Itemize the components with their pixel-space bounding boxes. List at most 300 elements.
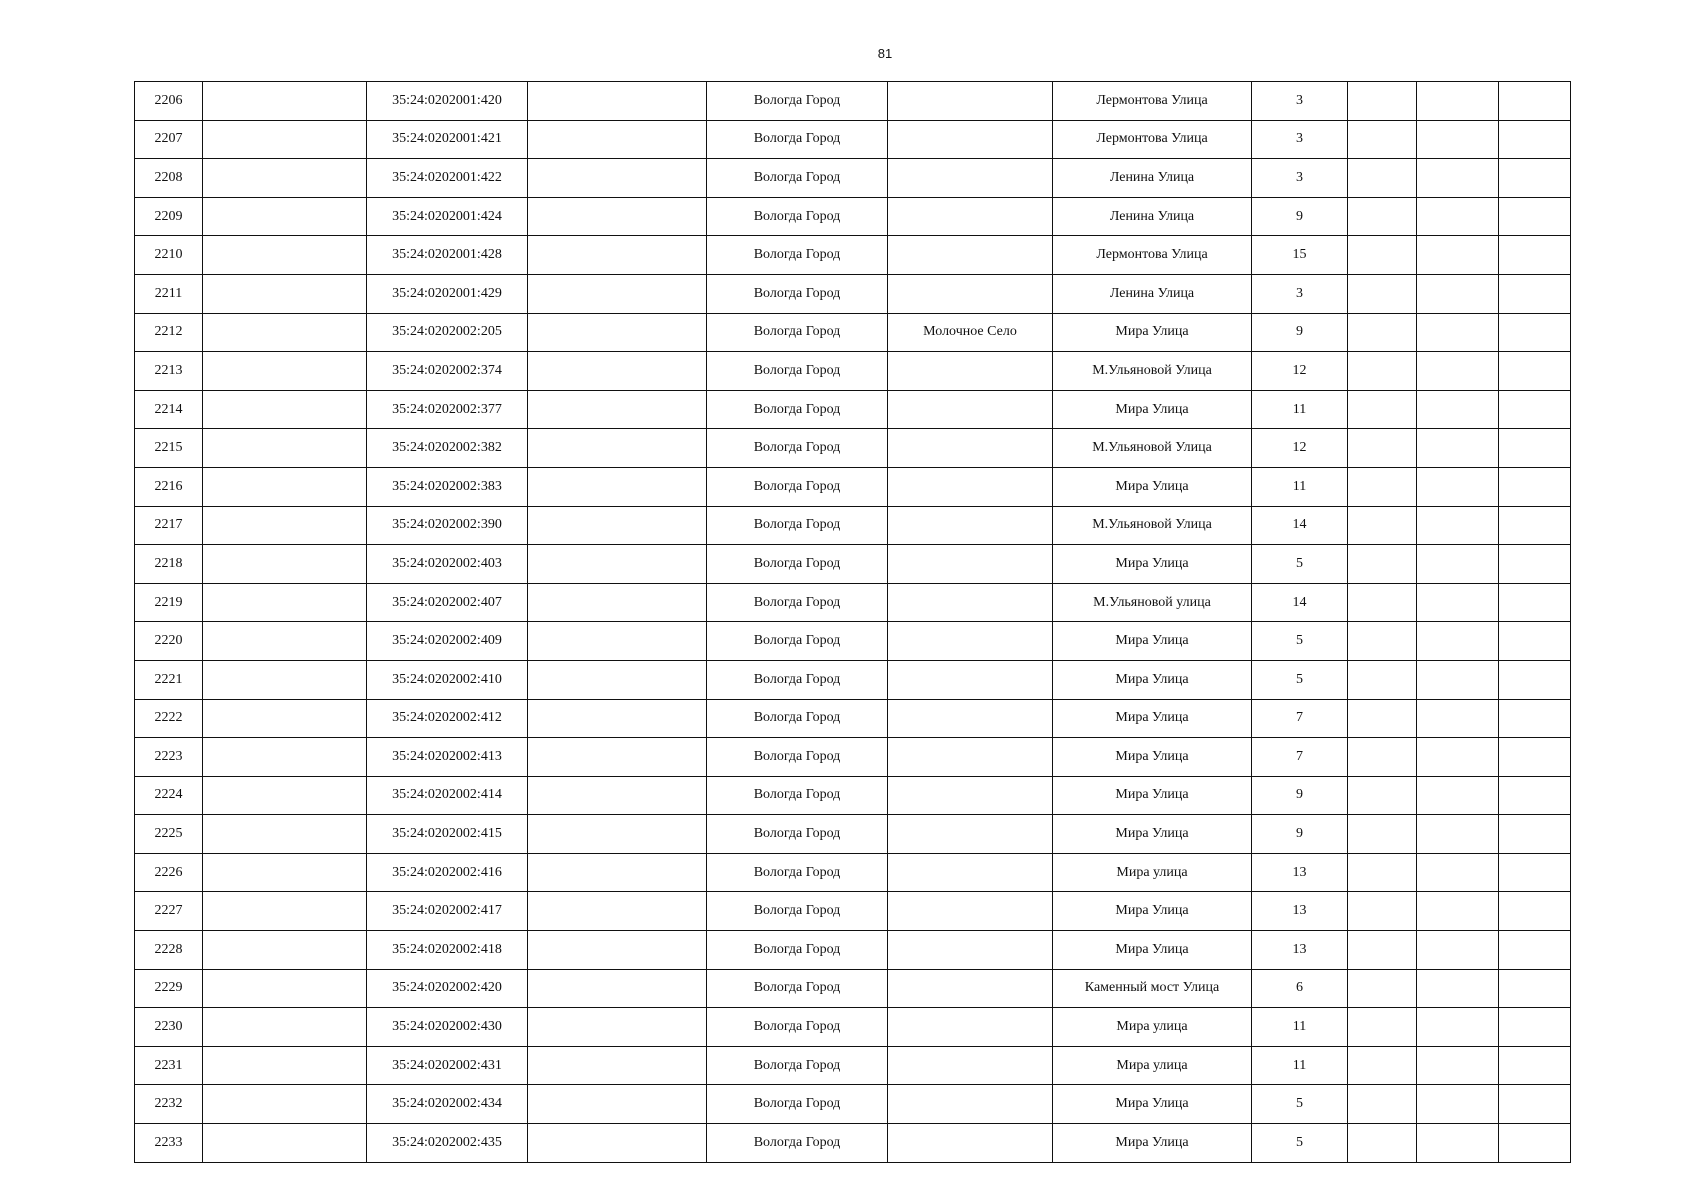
empty-cell <box>1499 429 1571 468</box>
empty-cell <box>1499 660 1571 699</box>
empty-cell <box>1417 699 1499 738</box>
table-row <box>135 776 1571 815</box>
empty-cell <box>1417 1124 1499 1163</box>
empty-cell <box>1417 1046 1499 1085</box>
empty-cell <box>1417 892 1499 931</box>
empty-cell <box>1417 506 1499 545</box>
row-number-cell: 2227 <box>135 892 203 931</box>
house-number-cell: 13 <box>1252 931 1348 970</box>
empty-cell <box>1348 506 1417 545</box>
street-cell: Мира Улица <box>1053 390 1252 429</box>
empty-cell <box>1417 274 1499 313</box>
cadastral-number-cell: 35:24:0202002:410 <box>367 660 528 699</box>
cadastral-number-cell: 35:24:0202002:413 <box>367 738 528 777</box>
empty-cell <box>1499 738 1571 777</box>
empty-cell <box>528 1085 707 1124</box>
city-cell: Вологда Город <box>707 197 888 236</box>
empty-cell <box>1417 969 1499 1008</box>
empty-cell <box>528 159 707 198</box>
cadastral-number-cell: 35:24:0202002:435 <box>367 1124 528 1163</box>
empty-cell <box>1499 931 1571 970</box>
row-number-cell: 2218 <box>135 545 203 584</box>
street-cell: Мира Улица <box>1053 1085 1252 1124</box>
cadastral-number-cell: 35:24:0202001:428 <box>367 236 528 275</box>
empty-cell <box>1348 931 1417 970</box>
street-cell: Лермонтова Улица <box>1053 120 1252 159</box>
empty-cell <box>528 699 707 738</box>
locality-cell <box>888 815 1053 854</box>
cadastral-number-cell: 35:24:0202002:382 <box>367 429 528 468</box>
house-number-cell: 12 <box>1252 429 1348 468</box>
city-cell: Вологда Город <box>707 699 888 738</box>
table-row <box>135 1085 1571 1124</box>
empty-cell <box>528 853 707 892</box>
empty-cell <box>1348 545 1417 584</box>
city-cell: Вологда Город <box>707 1046 888 1085</box>
city-cell: Вологда Город <box>707 853 888 892</box>
table-row <box>135 1046 1571 1085</box>
empty-cell <box>1417 236 1499 275</box>
empty-cell <box>1348 815 1417 854</box>
locality-cell <box>888 120 1053 159</box>
empty-cell <box>1499 853 1571 892</box>
locality-cell <box>888 197 1053 236</box>
empty-cell <box>1348 159 1417 198</box>
locality-cell <box>888 738 1053 777</box>
table-row <box>135 1124 1571 1163</box>
street-cell: Мира Улица <box>1053 931 1252 970</box>
registry-table-body <box>135 82 1571 1163</box>
locality-cell <box>888 699 1053 738</box>
cadastral-number-cell: 35:24:0202002:407 <box>367 583 528 622</box>
cadastral-number-cell: 35:24:0202002:205 <box>367 313 528 352</box>
house-number-cell: 11 <box>1252 390 1348 429</box>
locality-cell <box>888 892 1053 931</box>
table-row <box>135 159 1571 198</box>
row-number-cell: 2233 <box>135 1124 203 1163</box>
cadastral-number-cell: 35:24:0202002:420 <box>367 969 528 1008</box>
empty-cell <box>1348 82 1417 121</box>
empty-cell <box>1348 969 1417 1008</box>
locality-cell <box>888 931 1053 970</box>
street-cell: Ленина Улица <box>1053 159 1252 198</box>
table-row <box>135 120 1571 159</box>
empty-cell <box>203 815 367 854</box>
empty-cell <box>528 390 707 429</box>
cadastral-number-cell: 35:24:0202002:412 <box>367 699 528 738</box>
empty-cell <box>203 622 367 661</box>
table-row <box>135 1008 1571 1047</box>
street-cell: Лермонтова Улица <box>1053 236 1252 275</box>
empty-cell <box>1417 467 1499 506</box>
street-cell: Мира Улица <box>1053 892 1252 931</box>
empty-cell <box>528 892 707 931</box>
empty-cell <box>203 660 367 699</box>
table-row <box>135 583 1571 622</box>
cadastral-number-cell: 35:24:0202002:383 <box>367 467 528 506</box>
city-cell: Вологда Город <box>707 1085 888 1124</box>
empty-cell <box>1417 583 1499 622</box>
cadastral-number-cell: 35:24:0202002:434 <box>367 1085 528 1124</box>
house-number-cell: 7 <box>1252 738 1348 777</box>
empty-cell <box>203 892 367 931</box>
house-number-cell: 6 <box>1252 969 1348 1008</box>
locality-cell <box>888 1046 1053 1085</box>
empty-cell <box>1499 82 1571 121</box>
empty-cell <box>203 583 367 622</box>
cadastral-number-cell: 35:24:0202002:390 <box>367 506 528 545</box>
row-number-cell: 2224 <box>135 776 203 815</box>
table-row <box>135 390 1571 429</box>
cadastral-number-cell: 35:24:0202001:424 <box>367 197 528 236</box>
table-row <box>135 313 1571 352</box>
locality-cell <box>888 352 1053 391</box>
locality-cell <box>888 660 1053 699</box>
empty-cell <box>528 583 707 622</box>
empty-cell <box>1348 390 1417 429</box>
cadastral-number-cell: 35:24:0202002:417 <box>367 892 528 931</box>
table-row <box>135 622 1571 661</box>
empty-cell <box>1499 1085 1571 1124</box>
city-cell: Вологда Город <box>707 236 888 275</box>
empty-cell <box>203 931 367 970</box>
street-cell: Мира Улица <box>1053 467 1252 506</box>
empty-cell <box>203 313 367 352</box>
empty-cell <box>203 467 367 506</box>
empty-cell <box>1348 236 1417 275</box>
empty-cell <box>528 506 707 545</box>
city-cell: Вологда Город <box>707 892 888 931</box>
empty-cell <box>203 738 367 777</box>
street-cell: Каменный мост Улица <box>1053 969 1252 1008</box>
empty-cell <box>1499 159 1571 198</box>
empty-cell <box>1417 1085 1499 1124</box>
empty-cell <box>203 120 367 159</box>
city-cell: Вологда Город <box>707 1008 888 1047</box>
row-number-cell: 2221 <box>135 660 203 699</box>
empty-cell <box>1417 159 1499 198</box>
house-number-cell: 13 <box>1252 853 1348 892</box>
street-cell: М.Ульяновой Улица <box>1053 429 1252 468</box>
empty-cell <box>1499 545 1571 584</box>
table-row <box>135 82 1571 121</box>
locality-cell <box>888 506 1053 545</box>
empty-cell <box>528 1124 707 1163</box>
empty-cell <box>1348 313 1417 352</box>
empty-cell <box>1348 738 1417 777</box>
empty-cell <box>528 82 707 121</box>
empty-cell <box>1499 236 1571 275</box>
empty-cell <box>203 1046 367 1085</box>
empty-cell <box>1417 660 1499 699</box>
empty-cell <box>1348 892 1417 931</box>
row-number-cell: 2208 <box>135 159 203 198</box>
empty-cell <box>1417 390 1499 429</box>
house-number-cell: 3 <box>1252 120 1348 159</box>
locality-cell <box>888 853 1053 892</box>
empty-cell <box>1417 313 1499 352</box>
cadastral-number-cell: 35:24:0202002:416 <box>367 853 528 892</box>
empty-cell <box>1499 776 1571 815</box>
empty-cell <box>1348 622 1417 661</box>
empty-cell <box>203 1124 367 1163</box>
street-cell: Мира Улица <box>1053 545 1252 584</box>
city-cell: Вологда Город <box>707 313 888 352</box>
house-number-cell: 11 <box>1252 467 1348 506</box>
row-number-cell: 2230 <box>135 1008 203 1047</box>
cadastral-number-cell: 35:24:0202001:429 <box>367 274 528 313</box>
row-number-cell: 2212 <box>135 313 203 352</box>
cadastral-number-cell: 35:24:0202001:421 <box>367 120 528 159</box>
city-cell: Вологда Город <box>707 622 888 661</box>
house-number-cell: 9 <box>1252 776 1348 815</box>
cadastral-number-cell: 35:24:0202002:415 <box>367 815 528 854</box>
empty-cell <box>528 467 707 506</box>
locality-cell <box>888 1085 1053 1124</box>
empty-cell <box>1499 1008 1571 1047</box>
table-row <box>135 853 1571 892</box>
street-cell: М.Ульяновой улица <box>1053 583 1252 622</box>
empty-cell <box>1499 892 1571 931</box>
empty-cell <box>1499 197 1571 236</box>
empty-cell <box>1499 506 1571 545</box>
house-number-cell: 11 <box>1252 1008 1348 1047</box>
street-cell: Мира улица <box>1053 853 1252 892</box>
empty-cell <box>528 274 707 313</box>
empty-cell <box>203 82 367 121</box>
row-number-cell: 2220 <box>135 622 203 661</box>
empty-cell <box>203 699 367 738</box>
street-cell: Мира Улица <box>1053 313 1252 352</box>
row-number-cell: 2206 <box>135 82 203 121</box>
street-cell: Мира Улица <box>1053 660 1252 699</box>
empty-cell <box>1417 1008 1499 1047</box>
city-cell: Вологда Город <box>707 815 888 854</box>
empty-cell <box>203 969 367 1008</box>
empty-cell <box>1417 738 1499 777</box>
empty-cell <box>1348 776 1417 815</box>
empty-cell <box>1417 82 1499 121</box>
table-row <box>135 352 1571 391</box>
empty-cell <box>1348 197 1417 236</box>
empty-cell <box>203 274 367 313</box>
cadastral-number-cell: 35:24:0202002:403 <box>367 545 528 584</box>
row-number-cell: 2215 <box>135 429 203 468</box>
empty-cell <box>1499 467 1571 506</box>
city-cell: Вологда Город <box>707 1124 888 1163</box>
empty-cell <box>203 236 367 275</box>
row-number-cell: 2219 <box>135 583 203 622</box>
city-cell: Вологда Город <box>707 274 888 313</box>
city-cell: Вологда Город <box>707 506 888 545</box>
street-cell: Мира улица <box>1053 1046 1252 1085</box>
city-cell: Вологда Город <box>707 545 888 584</box>
empty-cell <box>1499 969 1571 1008</box>
page-number: 81 <box>877 46 893 61</box>
street-cell: Мира Улица <box>1053 699 1252 738</box>
empty-cell <box>1499 352 1571 391</box>
row-number-cell: 2209 <box>135 197 203 236</box>
street-cell: Лермонтова Улица <box>1053 82 1252 121</box>
table-row <box>135 506 1571 545</box>
row-number-cell: 2226 <box>135 853 203 892</box>
city-cell: Вологда Город <box>707 776 888 815</box>
street-cell: Мира Улица <box>1053 1124 1252 1163</box>
city-cell: Вологда Город <box>707 969 888 1008</box>
house-number-cell: 9 <box>1252 197 1348 236</box>
empty-cell <box>203 506 367 545</box>
cadastral-number-cell: 35:24:0202001:422 <box>367 159 528 198</box>
house-number-cell: 12 <box>1252 352 1348 391</box>
city-cell: Вологда Город <box>707 390 888 429</box>
table-row <box>135 969 1571 1008</box>
cadastral-number-cell: 35:24:0202002:377 <box>367 390 528 429</box>
empty-cell <box>1499 622 1571 661</box>
table-row <box>135 429 1571 468</box>
cadastral-number-cell: 35:24:0202002:430 <box>367 1008 528 1047</box>
house-number-cell: 3 <box>1252 159 1348 198</box>
empty-cell <box>528 815 707 854</box>
empty-cell <box>1348 1124 1417 1163</box>
table-row <box>135 467 1571 506</box>
empty-cell <box>1499 274 1571 313</box>
empty-cell <box>1499 1124 1571 1163</box>
table-row <box>135 274 1571 313</box>
street-cell: Мира Улица <box>1053 622 1252 661</box>
empty-cell <box>1417 815 1499 854</box>
empty-cell <box>1499 699 1571 738</box>
house-number-cell: 3 <box>1252 274 1348 313</box>
street-cell: Мира Улица <box>1053 776 1252 815</box>
city-cell: Вологда Город <box>707 467 888 506</box>
empty-cell <box>203 545 367 584</box>
empty-cell <box>1417 197 1499 236</box>
row-number-cell: 2223 <box>135 738 203 777</box>
row-number-cell: 2228 <box>135 931 203 970</box>
city-cell: Вологда Город <box>707 82 888 121</box>
empty-cell <box>203 352 367 391</box>
registry-table <box>134 81 1571 1163</box>
row-number-cell: 2207 <box>135 120 203 159</box>
table-row <box>135 931 1571 970</box>
table-row <box>135 545 1571 584</box>
house-number-cell: 9 <box>1252 815 1348 854</box>
locality-cell <box>888 159 1053 198</box>
house-number-cell: 5 <box>1252 660 1348 699</box>
row-number-cell: 2217 <box>135 506 203 545</box>
locality-cell <box>888 467 1053 506</box>
empty-cell <box>528 931 707 970</box>
house-number-cell: 7 <box>1252 699 1348 738</box>
city-cell: Вологда Город <box>707 429 888 468</box>
house-number-cell: 5 <box>1252 545 1348 584</box>
house-number-cell: 14 <box>1252 583 1348 622</box>
row-number-cell: 2211 <box>135 274 203 313</box>
locality-cell <box>888 429 1053 468</box>
city-cell: Вологда Город <box>707 120 888 159</box>
table-row <box>135 197 1571 236</box>
empty-cell <box>203 776 367 815</box>
cadastral-number-cell: 35:24:0202002:414 <box>367 776 528 815</box>
empty-cell <box>528 1046 707 1085</box>
locality-cell <box>888 583 1053 622</box>
empty-cell <box>203 1085 367 1124</box>
empty-cell <box>1499 583 1571 622</box>
empty-cell <box>528 1008 707 1047</box>
house-number-cell: 11 <box>1252 1046 1348 1085</box>
empty-cell <box>1348 467 1417 506</box>
locality-cell <box>888 1124 1053 1163</box>
empty-cell <box>203 429 367 468</box>
locality-cell <box>888 274 1053 313</box>
locality-cell <box>888 82 1053 121</box>
table-row <box>135 738 1571 777</box>
table-row <box>135 236 1571 275</box>
table-row <box>135 699 1571 738</box>
empty-cell <box>203 390 367 429</box>
table-row <box>135 815 1571 854</box>
locality-cell <box>888 390 1053 429</box>
empty-cell <box>528 352 707 391</box>
empty-cell <box>1348 660 1417 699</box>
street-cell: М.Ульяновой Улица <box>1053 352 1252 391</box>
empty-cell <box>1348 583 1417 622</box>
cadastral-number-cell: 35:24:0202002:418 <box>367 931 528 970</box>
empty-cell <box>1348 699 1417 738</box>
cadastral-number-cell: 35:24:0202001:420 <box>367 82 528 121</box>
empty-cell <box>1499 120 1571 159</box>
cadastral-number-cell: 35:24:0202002:409 <box>367 622 528 661</box>
row-number-cell: 2225 <box>135 815 203 854</box>
locality-cell <box>888 622 1053 661</box>
empty-cell <box>1499 390 1571 429</box>
empty-cell <box>1417 776 1499 815</box>
street-cell: Мира Улица <box>1053 738 1252 777</box>
locality-cell <box>888 969 1053 1008</box>
empty-cell <box>1417 931 1499 970</box>
empty-cell <box>1348 352 1417 391</box>
table-row <box>135 660 1571 699</box>
empty-cell <box>1348 853 1417 892</box>
empty-cell <box>1417 853 1499 892</box>
empty-cell <box>528 969 707 1008</box>
row-number-cell: 2214 <box>135 390 203 429</box>
empty-cell <box>528 313 707 352</box>
empty-cell <box>528 197 707 236</box>
empty-cell <box>1417 429 1499 468</box>
city-cell: Вологда Город <box>707 738 888 777</box>
empty-cell <box>528 622 707 661</box>
empty-cell <box>1499 1046 1571 1085</box>
house-number-cell: 9 <box>1252 313 1348 352</box>
street-cell: Ленина Улица <box>1053 274 1252 313</box>
empty-cell <box>528 776 707 815</box>
street-cell: Мира улица <box>1053 1008 1252 1047</box>
empty-cell <box>1417 352 1499 391</box>
row-number-cell: 2210 <box>135 236 203 275</box>
city-cell: Вологда Город <box>707 159 888 198</box>
empty-cell <box>1348 274 1417 313</box>
street-cell: Мира Улица <box>1053 815 1252 854</box>
city-cell: Вологда Город <box>707 583 888 622</box>
street-cell: Ленина Улица <box>1053 197 1252 236</box>
street-cell: М.Ульяновой Улица <box>1053 506 1252 545</box>
empty-cell <box>1348 429 1417 468</box>
empty-cell <box>528 660 707 699</box>
empty-cell <box>528 236 707 275</box>
empty-cell <box>203 159 367 198</box>
row-number-cell: 2213 <box>135 352 203 391</box>
